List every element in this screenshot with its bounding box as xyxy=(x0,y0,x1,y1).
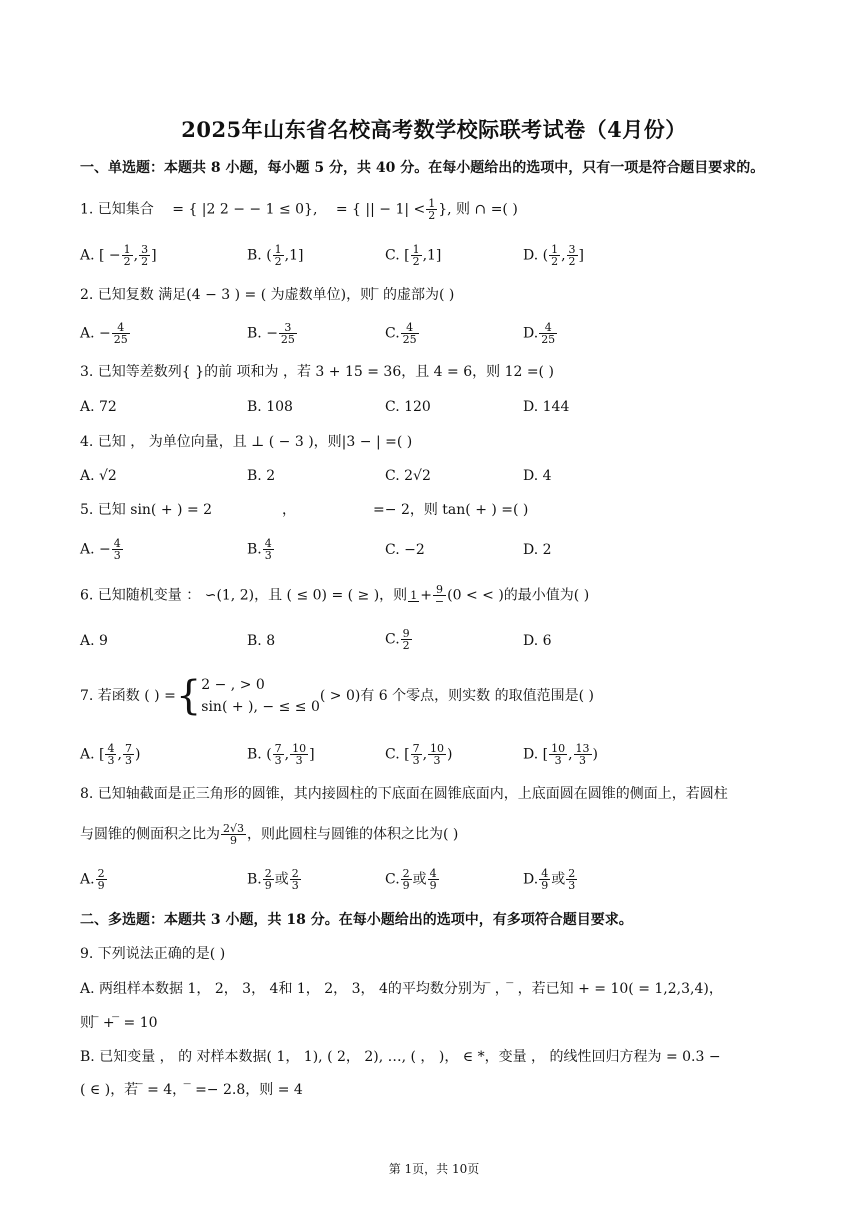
question-7-stem: 7. 若函数 ( ) ={ 2 − , > 0 sin( + ), − ≤ ≤ 0 ( > 0)有 6 个零点，则实数 的取值范围是( ) xyxy=(80,673,594,719)
q2-option-d: D. $\frac{4}{25}$ xyxy=(523,321,556,346)
question-5-stem: 5. 已知 sin( + ) = 2 ， =− 2，则 tan( + ) =( ) xyxy=(80,502,529,518)
q3-option-a: A. 72 xyxy=(80,399,117,415)
q9-option-a-line2: 则 ̅ + ̅ = 10 xyxy=(80,1015,158,1031)
piecewise-cases: 2 − , > 0 sin( + ), − ≤ ≤ 0 xyxy=(201,677,320,715)
q5-option-b: B. $\frac{4}{3}$ xyxy=(247,537,272,562)
question-9-stem: 9. 下列说法正确的是( ) xyxy=(80,946,226,962)
question-6-stem: 6. 已知随机变量 ： ∽(1, 2)，且 ( ≤ 0) = ( ≥ )，则 1 + $\frac{9}{-}$ (0 < < )的最小值为( ) xyxy=(80,583,590,608)
fraction: $\frac{1}{2}$ xyxy=(428,197,436,222)
section-single-choice-header: 一、单选题：本题共 8 小题，每小题 5 分，共 40 分。在每小题给出的选项中，只有一项是符合题目要求的。 xyxy=(80,160,765,176)
q6-option-a: A. 9 xyxy=(80,633,108,649)
q5-option-d: D. 2 xyxy=(523,542,552,558)
q2-option-a: A. − $\frac{4}{25}$ xyxy=(80,321,128,346)
q2-option-c: C. $\frac{4}{25}$ xyxy=(385,321,417,346)
q7-option-d: D. [ $\frac{10}{3}$ , $\frac{13}{3}$ ) xyxy=(523,742,599,767)
piecewise-brace: { xyxy=(175,673,202,719)
q1-option-c: C. [ $\frac{1}{2}$ ,1] xyxy=(385,243,442,268)
q2-option-b: B. − $\frac{3}{25}$ xyxy=(247,321,295,346)
q8-option-c: C. $\frac{2}{9}$ 或 $\frac{4}{9}$ xyxy=(385,867,437,892)
q8-option-b: B. $\frac{2}{9}$ 或 $\frac{2}{3}$ xyxy=(247,867,299,892)
q6-option-d: D. 6 xyxy=(523,633,552,649)
q1-option-d: D. ( $\frac{1}{2}$ , $\frac{3}{2}$ ] xyxy=(523,243,585,268)
q4-option-c: C. 2√2 xyxy=(385,468,431,484)
q6-option-c: C. $\frac{9}{2}$ xyxy=(385,627,410,652)
question-3-stem: 3. 已知等差数列{ }的前 项和为 ，若 3 + 15 = 36，且 4 = 6，则 12 =( ) xyxy=(80,364,554,380)
question-2-stem: 2. 已知复数 满足(4 − 3 ) = ( 为虚数单位)，则 ̅ 的虚部为( ) xyxy=(80,287,455,303)
section-multi-choice-header: 二、多选题：本题共 3 小题，共 18 分。在每小题给出的选项中，有多项符合题目要求。 xyxy=(80,912,633,928)
q1-option-a: A. [ − $\frac{1}{2}$ , $\frac{3}{2}$ ] xyxy=(80,243,157,268)
q3-option-d: D. 144 xyxy=(523,399,570,415)
q8-option-d: D. $\frac{4}{9}$ 或 $\frac{2}{3}$ xyxy=(523,867,576,892)
q5-option-a: A. − $\frac{4}{3}$ xyxy=(80,537,121,562)
question-4-stem: 4. 已知 ， 为单位向量，且 ⊥ ( − 3 )，则|3 − | =( ) xyxy=(80,434,413,450)
q9-option-a-line1: A. 两组样本数据 1， 2， 3， 4和 1， 2， 3， 4的平均数分别为 ̅ ， ̅ ，若已知 + = 10( = 1,2,3,4)， xyxy=(80,981,723,997)
page-footer: 第 1页，共 10页 xyxy=(388,1162,480,1176)
q3-option-c: C. 120 xyxy=(385,399,431,415)
q3-option-b: B. 108 xyxy=(247,399,293,415)
q4-option-b: B. 2 xyxy=(247,468,276,484)
q1-option-b: B. ( $\frac{1}{2}$ ,1] xyxy=(247,243,304,268)
question-8-stem-line2: 与圆锥的侧面积之比为 $\frac{2√3}{9}$ ，则此圆柱与圆锥的体积之比为( ) xyxy=(80,822,459,847)
q1-text-a: 1. 已知集合 = { |2 2 − − 1 ≤ 0}, = { || − 1| < xyxy=(80,201,426,218)
q5-option-c: C. −2 xyxy=(385,542,425,558)
q9-option-b-line2: ( ∈ )，若 ̅ = 4， ̅ =− 2.8，则 = 4 xyxy=(80,1082,303,1098)
q4-option-a: A. √2 xyxy=(80,468,117,484)
q9-option-b-line1: B. 已知变量 ， 的 对样本数据( 1， 1), ( 2， 2), …, ( ， )， ∈ *，变量 ， 的线性回归方程为 = 0.3 − xyxy=(80,1049,721,1065)
q8-option-a: A. $\frac{2}{9}$ xyxy=(80,867,105,892)
q6-option-b: B. 8 xyxy=(247,633,276,649)
q7-option-a: A. [ $\frac{4}{3}$ , $\frac{7}{3}$ ) xyxy=(80,742,141,767)
q7-option-c: C. [ $\frac{7}{3}$ , $\frac{10}{3}$ ) xyxy=(385,742,453,767)
question-8-stem-line1: 8. 已知轴截面是正三角形的圆锥，其内接圆柱的下底面在圆锥底面内，上底面圆在圆锥的侧面上，若圆柱 xyxy=(80,786,728,802)
page-title: 2025年山东省名校高考数学校际联考试卷（4月份） xyxy=(181,117,687,142)
q4-option-d: D. 4 xyxy=(523,468,552,484)
q7-option-b: B. ( $\frac{7}{3}$ , $\frac{10}{3}$ ] xyxy=(247,742,315,767)
q1-text-b: }, 则 ∩ =( ) xyxy=(438,201,518,218)
question-1-stem xyxy=(80,198,518,221)
